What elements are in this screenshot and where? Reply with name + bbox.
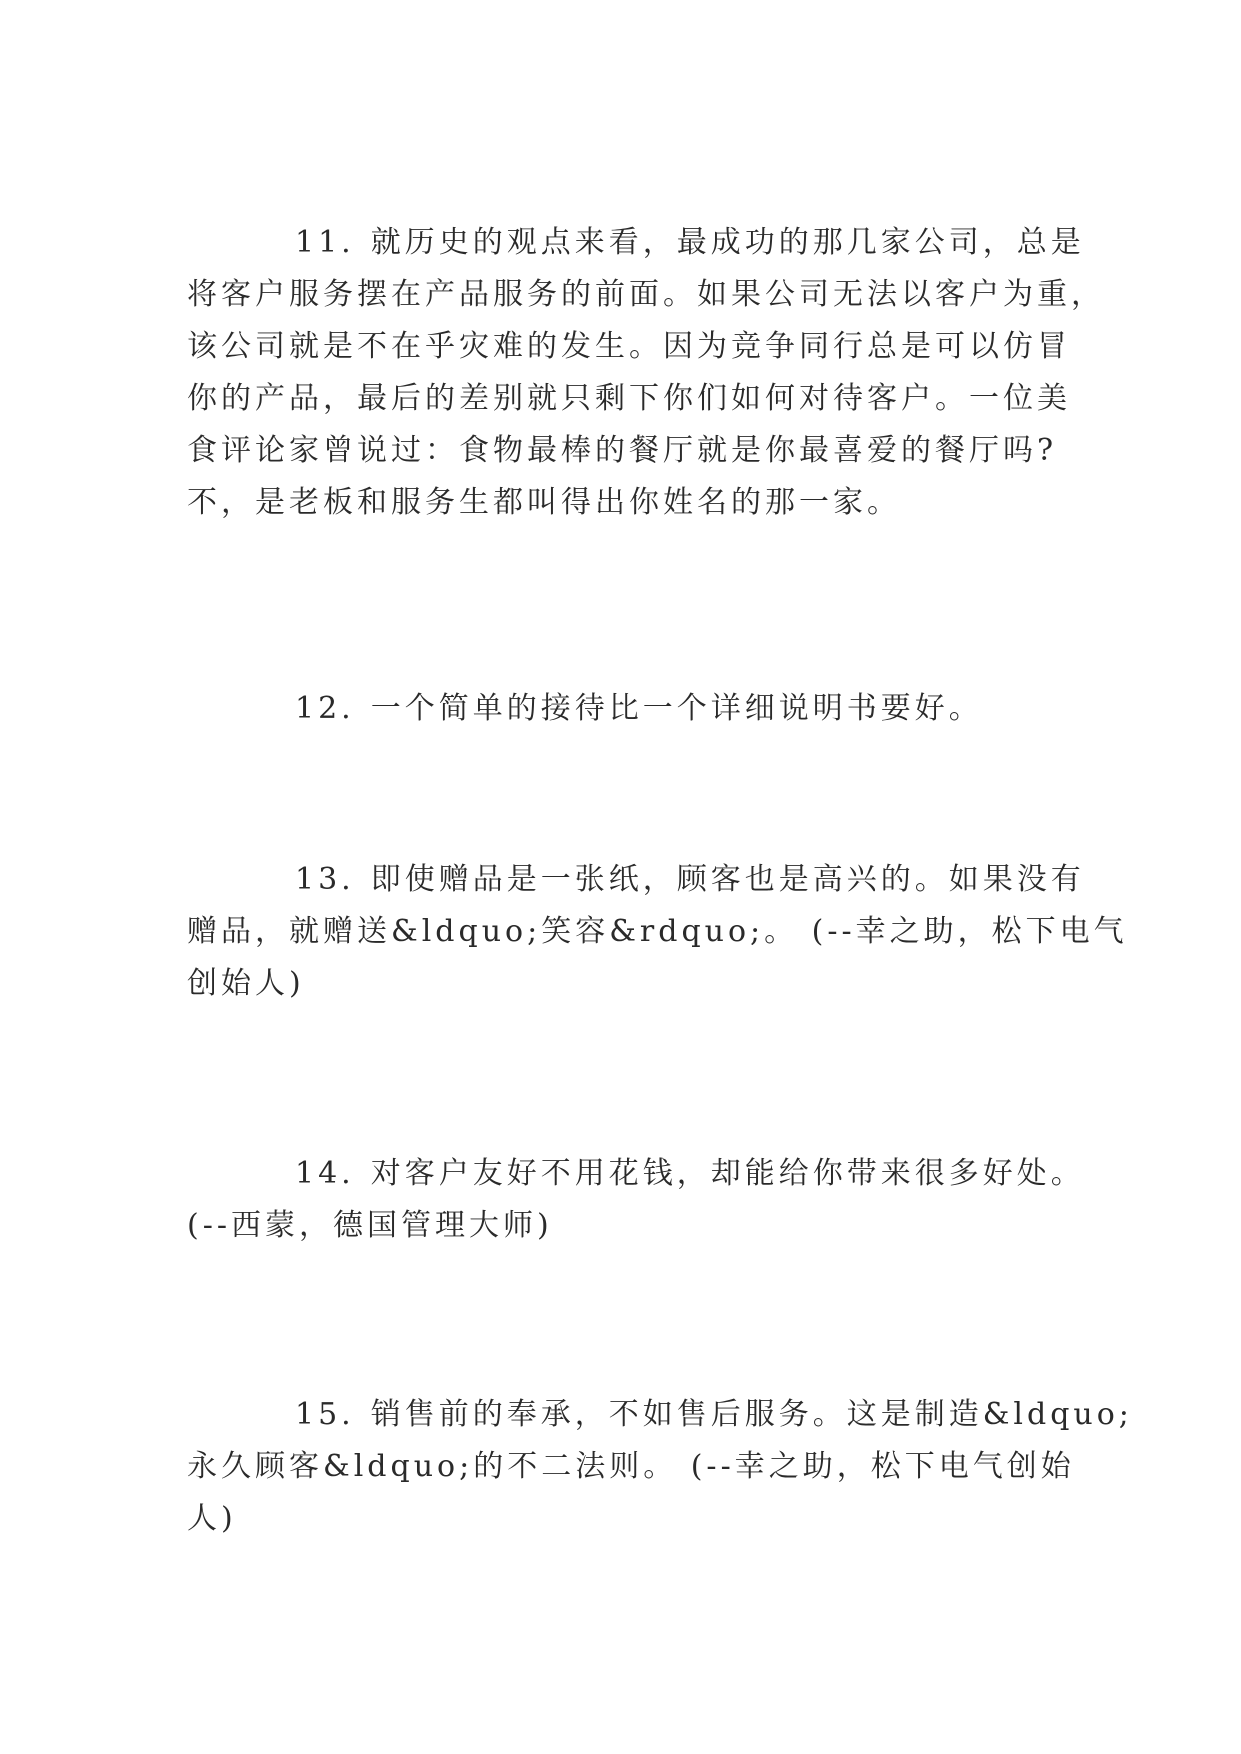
paragraph-15 <box>187 1389 1133 1545</box>
text-line: 就历史的观点来看，最成功的那几家公司，总是 <box>370 225 1085 260</box>
paragraph-first-line <box>187 854 1087 906</box>
text-line: 创始人) <box>187 966 305 1001</box>
item-number: 14. <box>295 1156 355 1191</box>
text-line: (--西蒙，德国管理大师) <box>187 1208 553 1243</box>
paragraph-first-line <box>187 1389 1133 1441</box>
item-number: 13. <box>295 862 355 897</box>
paragraph-14 <box>187 1148 1087 1252</box>
item-number: 12. <box>295 691 355 726</box>
text-line: 即使赠品是一张纸，顾客也是高兴的。如果没有 <box>370 862 1085 897</box>
paragraph-first-line <box>187 1148 1087 1200</box>
item-number: 15. <box>295 1397 355 1432</box>
text-line: 永久顾客&ldquo;的不二法则。 (--幸之助，松下电气创始 <box>187 1449 1075 1484</box>
paragraph-12 <box>187 683 1087 735</box>
paragraph-13 <box>187 854 1128 1010</box>
text-line: 该公司就是不在乎灾难的发生。因为竞争同行总是可以仿冒 <box>187 329 1071 364</box>
paragraph-first-line <box>187 217 1087 269</box>
text-line: 赠品，就赠送&ldquo;笑容&rdquo;。 (--幸之助，松下电气 <box>187 914 1128 949</box>
text-line: 将客户服务摆在产品服务的前面。如果公司无法以客户为重， <box>187 277 1105 312</box>
paragraph-11 <box>187 217 1105 529</box>
text-line: 你的产品，最后的差别就只剩下你们如何对待客户。一位美 <box>187 381 1071 416</box>
item-number: 11. <box>295 225 355 260</box>
text-line: 销售前的奉承，不如售后服务。这是制造&ldquo; <box>370 1397 1133 1432</box>
text-line: 食评论家曾说过：食物最棒的餐厅就是你最喜爱的餐厅吗? <box>187 433 1058 468</box>
text-line: 对客户友好不用花钱，却能给你带来很多好处。 <box>370 1156 1085 1191</box>
paragraph-first-line <box>187 683 1087 735</box>
text-line: 人) <box>187 1501 237 1536</box>
text-line: 不，是老板和服务生都叫得出你姓名的那一家。 <box>187 485 901 520</box>
text-line: 一个简单的接待比一个详细说明书要好。 <box>370 691 983 726</box>
